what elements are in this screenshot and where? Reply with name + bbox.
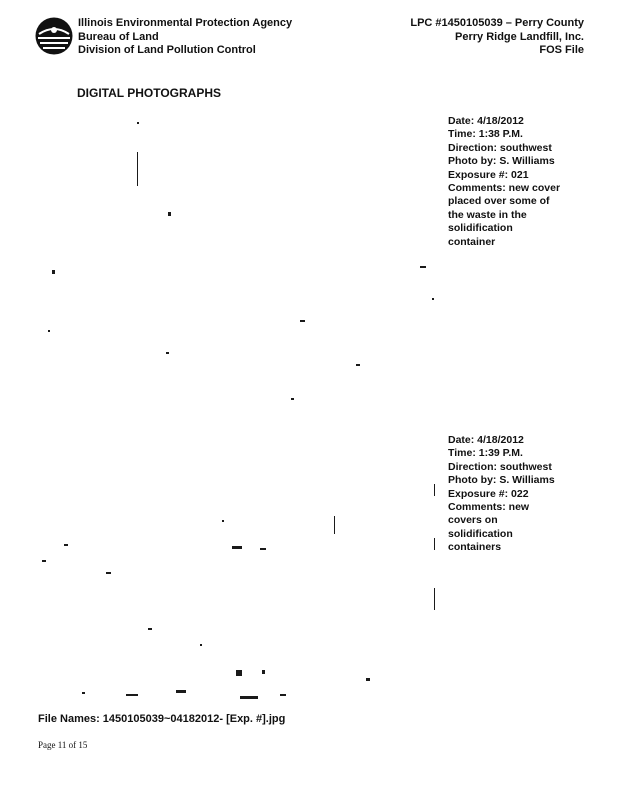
photo-by: Photo by: S. Williams	[448, 155, 555, 168]
photo-date: Date: 4/18/2012	[448, 115, 524, 127]
agency-name-block	[78, 17, 292, 58]
photo-comments-line: the waste in the	[448, 208, 527, 221]
photo-021-caption	[448, 115, 578, 249]
page-number: Page 11 of 15	[38, 740, 88, 750]
photo-comments-line: Comments: new	[448, 501, 530, 514]
photo-comments-line: container	[448, 235, 496, 248]
photo-comments-line: Comments: new cover	[448, 182, 561, 195]
bureau-name: Bureau of Land	[78, 30, 159, 43]
agency-name: Illinois Environmental Protection Agency	[78, 17, 293, 29]
photo-021	[36, 108, 436, 416]
photo-022-caption	[448, 434, 578, 555]
photo-direction: Direction: southwest	[448, 141, 552, 154]
photo-direction: Direction: southwest	[448, 460, 552, 473]
lpc-number: LPC #1450105039 – Perry County	[410, 17, 584, 29]
file-names: File Names: 1450105039~04182012- [Exp. #].jpg	[38, 713, 286, 725]
division-name: Division of Land Pollution Control	[78, 44, 256, 56]
photo-date: Date: 4/18/2012	[448, 434, 524, 446]
photo-022	[36, 420, 436, 712]
photo-comments-line: solidification	[448, 527, 513, 540]
photo-comments-line: covers on	[448, 514, 498, 527]
photo-comments-line: placed over some of	[448, 195, 550, 208]
file-type: FOS File	[539, 44, 584, 56]
photo-time: Time: 1:38 P.M.	[448, 128, 523, 141]
photo-comments-line: solidification	[448, 222, 513, 235]
illinois-epa-seal-icon	[34, 16, 74, 56]
photo-exposure: Exposure #: 021	[448, 168, 529, 181]
section-title: DIGITAL PHOTOGRAPHS	[77, 86, 222, 100]
photo-by: Photo by: S. Williams	[448, 474, 555, 487]
photo-comments-line: containers	[448, 541, 502, 554]
photo-time: Time: 1:39 P.M.	[448, 447, 523, 460]
photo-exposure: Exposure #: 022	[448, 487, 529, 500]
facility-name: Perry Ridge Landfill, Inc.	[455, 30, 584, 43]
site-id-block	[410, 17, 584, 58]
